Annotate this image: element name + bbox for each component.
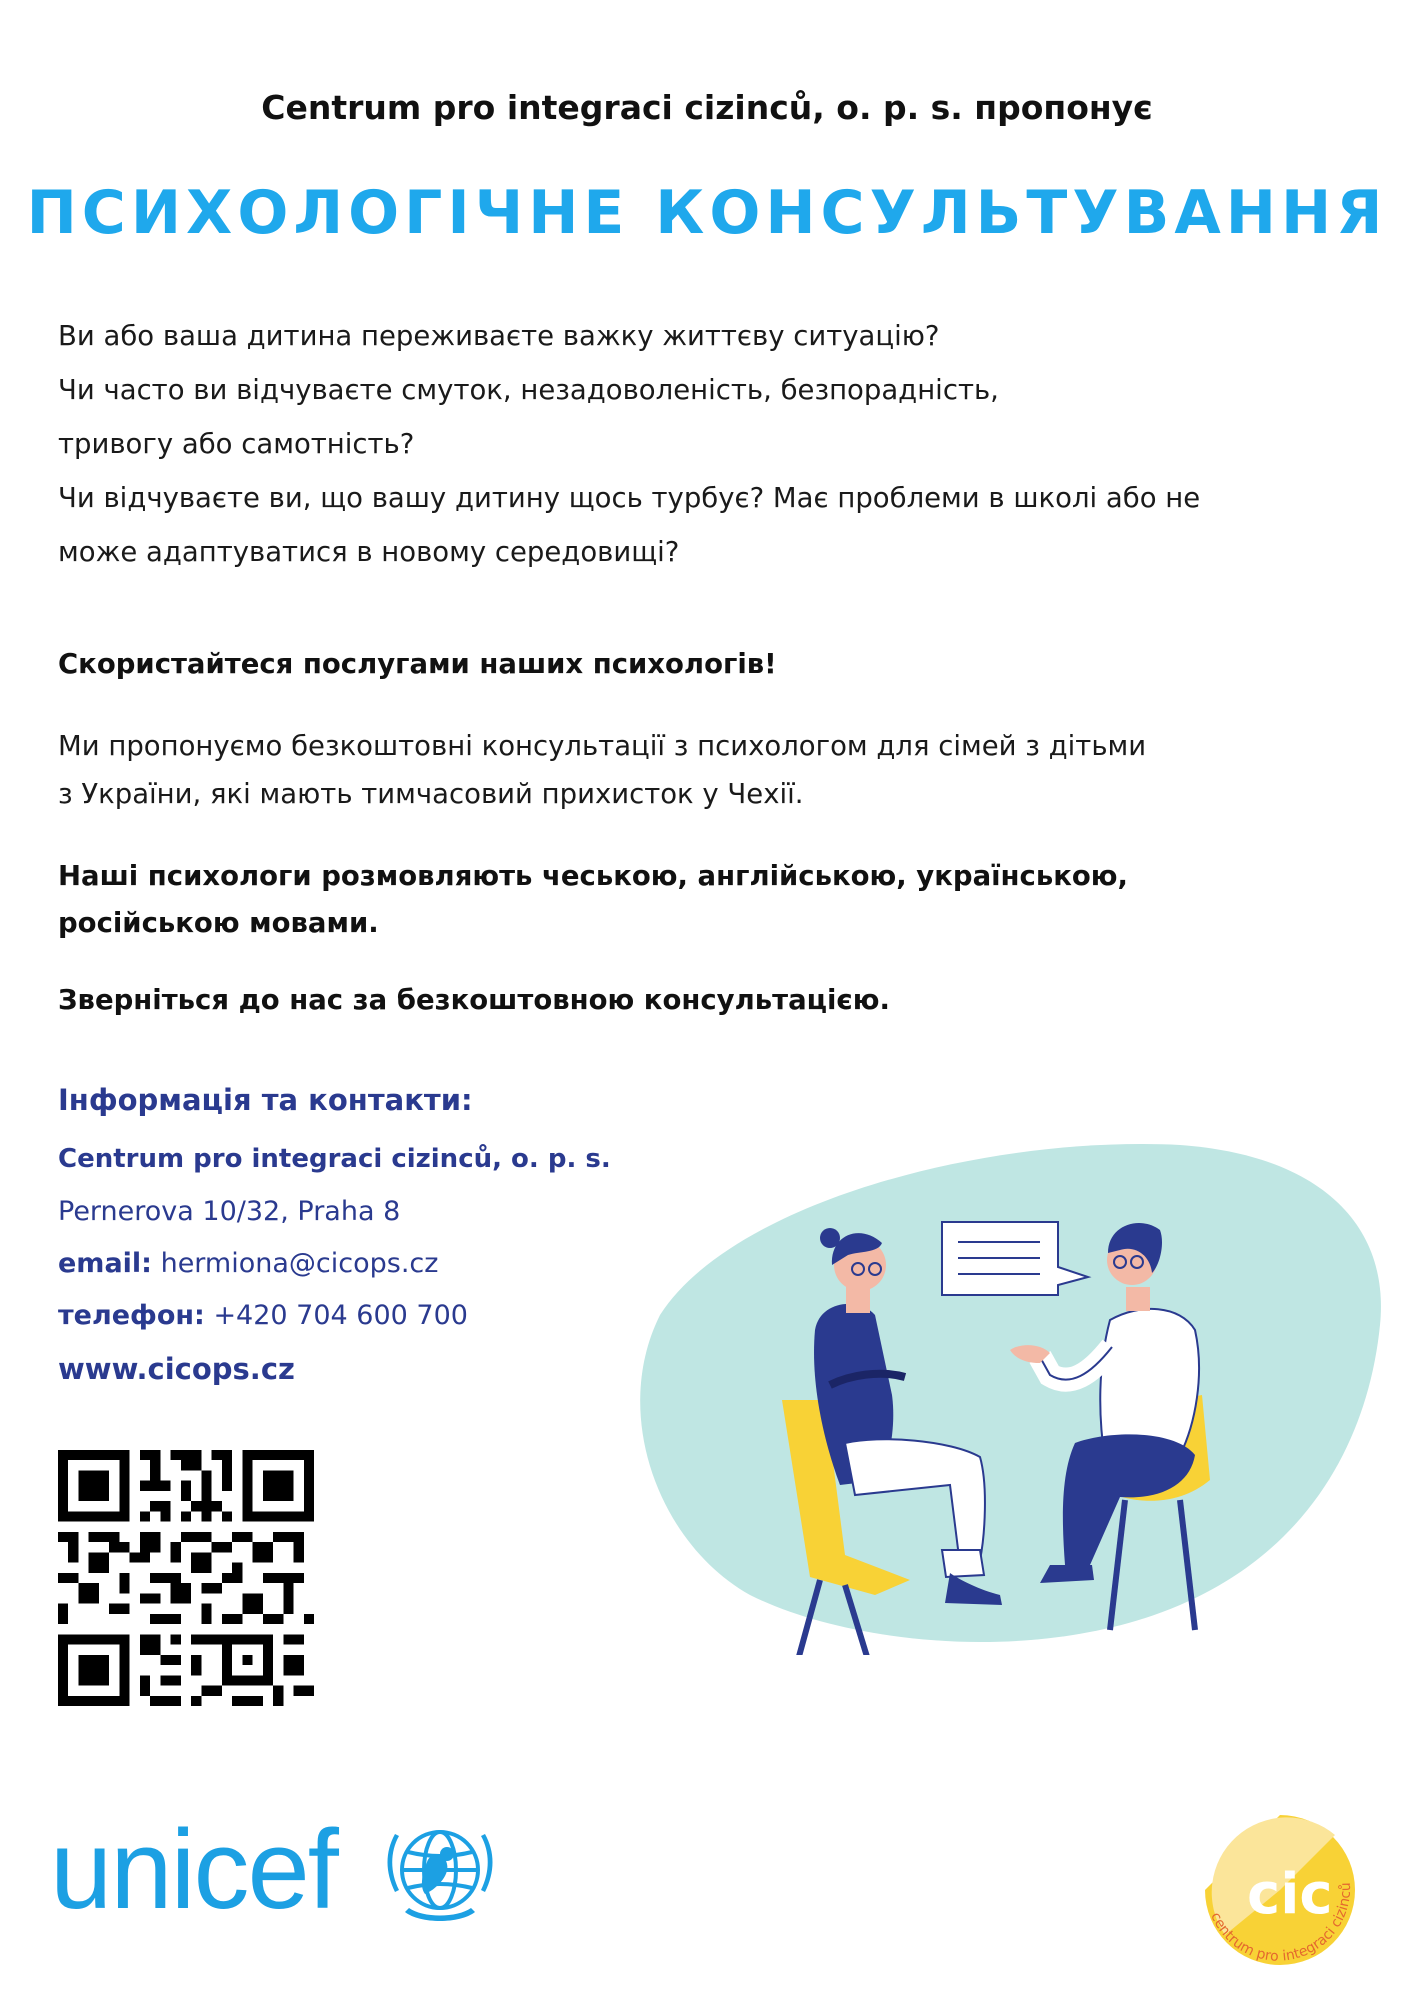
cic-wordmark: cic [1247, 1862, 1333, 1927]
cic-arc-text: centrum pro integraci cizinců [1207, 1882, 1355, 1965]
contacts-heading: Інформація та контакти: [58, 1083, 473, 1117]
offer-text-line-2: з України, які мають тимчасовий прихисток у Чехії. [58, 778, 804, 810]
offer-heading: Скористайтеся послугами наших психологів! [58, 648, 777, 680]
intro-line-1: Ви або ваша дитина переживаєте важку життєву ситуацію? [58, 320, 940, 352]
intro-line-2: Чи часто ви відчуваєте смуток, незадоволеність, безпорадність, [58, 374, 999, 406]
intro-line-5: може адаптуватися в новому середовищі? [58, 536, 680, 568]
background-blob [640, 1144, 1381, 1642]
unicef-emblem-icon [375, 1812, 505, 1944]
email-link[interactable]: hermiona@cicops.cz [160, 1248, 439, 1279]
offer-text-line-1: Ми пропонуємо безкоштовні консультації з психологом для сімей з дітьми [58, 730, 1147, 762]
intro-line-3: тривогу або самотність? [58, 428, 415, 460]
two-people-talking-illustration [620, 1125, 1390, 1655]
contacts-email-row [58, 1248, 438, 1279]
languages-line-2: російською мовами. [58, 907, 379, 939]
cic-logo [1185, 1795, 1375, 1985]
page-title: ПСИХОЛОГІЧНЕ КОНСУЛЬТУВАННЯ [26, 178, 1388, 248]
languages-line-1: Наші психологи розмовляють чеською, англійською, українською, [58, 860, 1128, 892]
qr-code [58, 1450, 314, 1706]
contacts-org: Centrum pro integraci cizinců, o. p. s. [58, 1144, 611, 1174]
unicef-logo [50, 1807, 510, 1952]
header-org-line: Centrum pro integraci cizinců, o. p. s. пропонує [261, 88, 1153, 127]
website-link[interactable]: www.cicops.cz [58, 1352, 295, 1386]
phone-label: телефон: [58, 1300, 205, 1331]
call-to-action: Зверніться до нас за безкоштовною консультацією. [58, 984, 890, 1016]
contacts-phone-row [58, 1300, 468, 1331]
phone-link[interactable]: +420 704 600 700 [213, 1300, 468, 1331]
unicef-wordmark: unicef [50, 1807, 337, 1932]
intro-line-4: Чи відчуваєте ви, що вашу дитину щось турбує? Має проблеми в школі або не [58, 482, 1201, 514]
contacts-address: Pernerova 10/32, Praha 8 [58, 1196, 401, 1227]
email-label: email: [58, 1248, 152, 1279]
